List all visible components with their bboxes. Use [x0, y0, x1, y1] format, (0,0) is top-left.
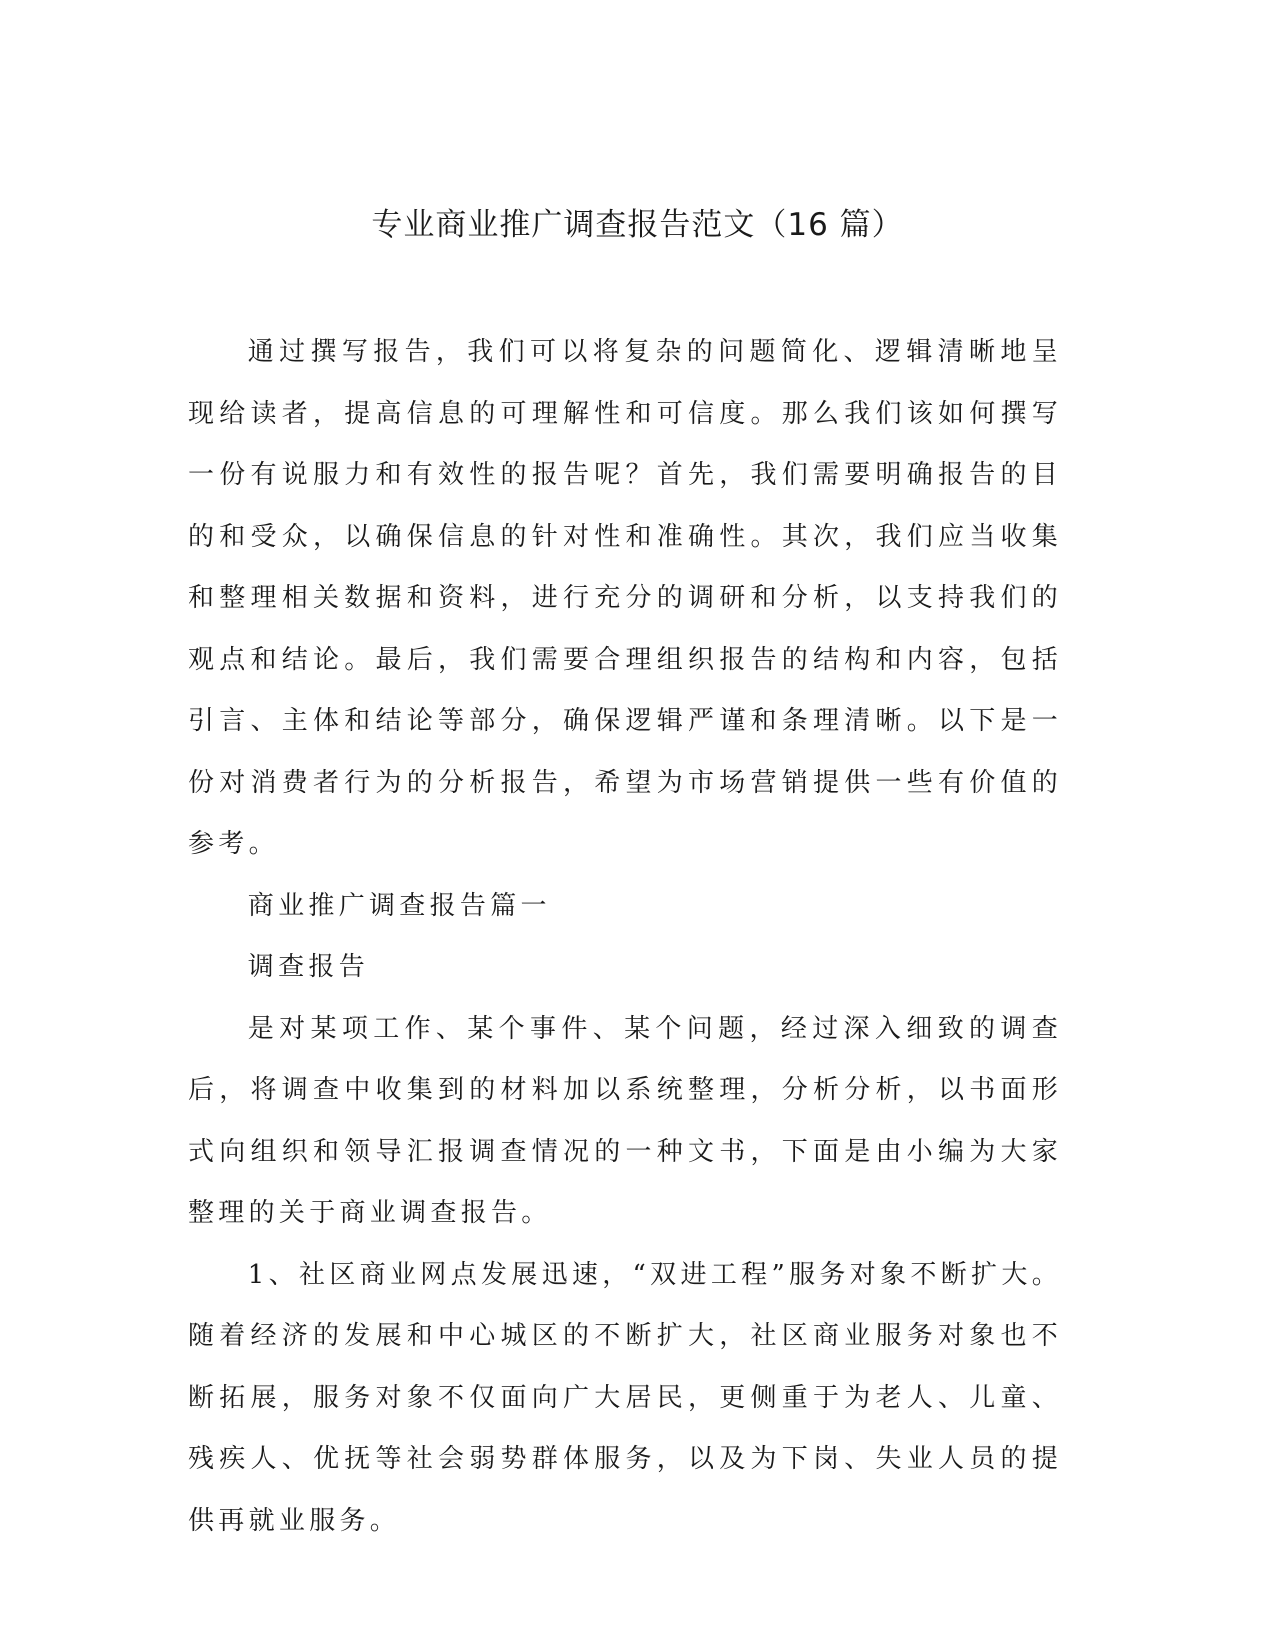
section-heading-one: 商业推广调查报告篇一	[247, 890, 551, 921]
subheading-survey-report: 调查报告	[247, 952, 369, 982]
definition-paragraph: 是对某项工作、某个事件、某个问题，经过深入细致的调查后，将调查中收集到的材料加以系统整理，分析分析，以书面形式向组织和领导汇报调查情况的一种文书，下面是由小编为大家整理的关于商业调查报告。	[188, 1013, 1062, 1228]
document-body	[188, 322, 1062, 1552]
document-title: 专业商业推广调查报告范文（16 篇）	[371, 207, 904, 243]
intro-paragraph: 通过撰写报告，我们可以将复杂的问题简化、逻辑清晰地呈现给读者，提高信息的可理解性和可信度。那么我们该如何撰写一份有说服力和有效性的报告呢？首先，我们需要明确报告的目的和受众，以确保信息的针对性和准确性。其次，我们应当收集和整理相关数据和资料，进行充分的调研和分析，以支持我们的观点和结论。最后，我们需要合理组织报告的结构和内容，包括引言、主体和结论等部分，确保逻辑严谨和条理清晰。以下是一份对消费者行为的分析报告，希望为市场营销提供一些有价值的参考。	[188, 337, 1062, 859]
point-one-paragraph: 1、社区商业网点发展迅速，“双进工程”服务对象不断扩大。随着经济的发展和中心城区的不断扩大，社区商业服务对象也不断拓展，服务对象不仅面向广大居民，更侧重于为老人、儿童、残疾人、优抚等社会弱势群体服务，以及为下岗、失业人员的提供再就业服务。	[188, 1259, 1062, 1536]
